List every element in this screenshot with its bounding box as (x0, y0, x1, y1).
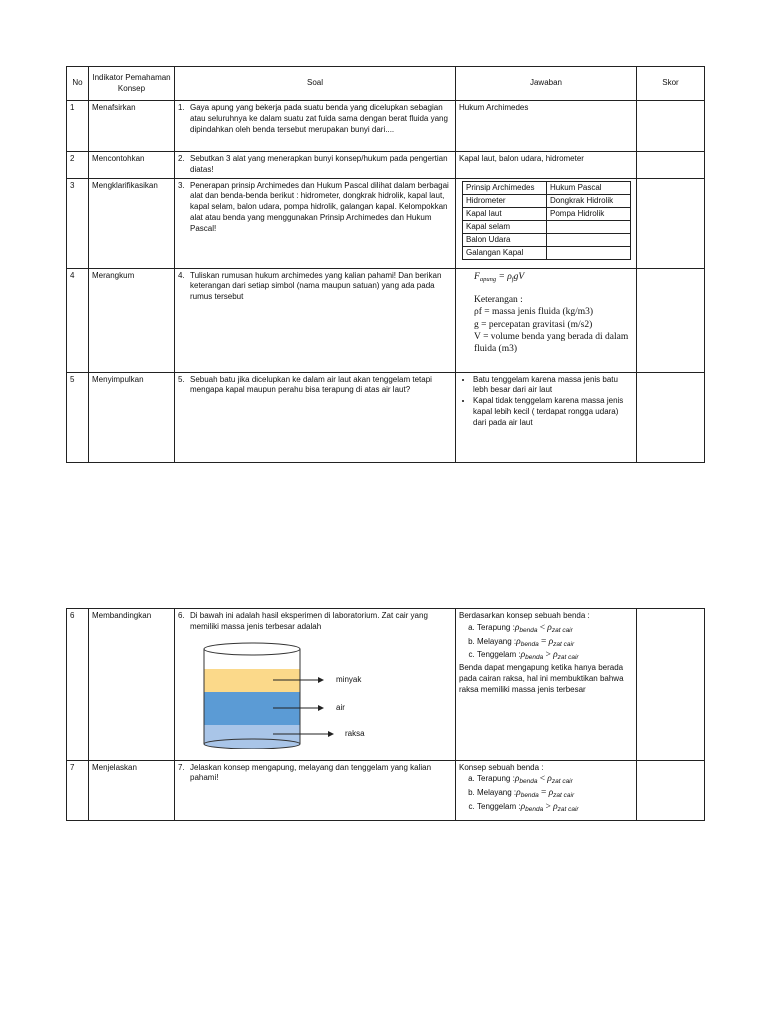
header-indikator: Indikator Pemahaman Konsep (89, 67, 175, 101)
inner-cell (547, 246, 631, 259)
list-item: c. Tenggelam $:\rho_{benda} > \rho_{zat cair}$ (477, 801, 633, 815)
soal-number: 2. (178, 154, 185, 163)
soal-number: 4. (178, 270, 185, 280)
table-row (67, 178, 705, 268)
row-indikator: Mencontohkan (89, 152, 175, 179)
soal-number: 7. (178, 762, 185, 772)
inner-cell: Pompa Hidrolik (547, 207, 631, 220)
skor-cell (637, 152, 705, 179)
header-no: No (67, 67, 89, 101)
soal-text: Sebuah batu jika dicelupkan ke dalam air laut akan tenggelam tetapi mengapa kapal maupun perahu bisa terapung di atas air laut? (190, 374, 432, 395)
jawaban-text: Hukum Archimedes (456, 101, 637, 152)
table-row (67, 609, 705, 761)
answer-bullets (459, 375, 633, 429)
row-indikator: Membandingkan (89, 609, 175, 761)
list-item: b. Melayang $:\rho_{benda} = \rho_{zat cair}$ (477, 636, 633, 650)
keterangan-label: Keterangan : (474, 295, 523, 306)
soal-number: 3. (178, 180, 185, 190)
skor-cell (637, 178, 705, 268)
inner-cell: Kapal laut (463, 207, 547, 220)
row-indikator: Menafsirkan (89, 101, 175, 152)
soal-text: Penerapan prinsip Archimedes dan Hukum Pascal dilihat dalam berbagai alat dan benda-benda berikut : hidrometer, dongkrak hidrolik, kapal laut, kapal selam, balon udara, pompa hidrolik, galangan kapal. Kelompokkan alat atau benda yang menggunakan Prinsip Archimedes dan Hukum Pascal! (190, 180, 449, 233)
label-minyak: minyak (336, 674, 362, 684)
row-no: 6 (67, 609, 89, 761)
skor-cell (637, 760, 705, 820)
row-no: 7 (67, 760, 89, 820)
soal-text: Sebutkan 3 alat yang menerapkan bunyi konsep/hukum pada pengertian diatas! (190, 154, 448, 174)
list-item: • Kapal tidak tenggelam karena massa jenis kapal lebih kecil ( terdapat rongga udara) dari pada air laut (473, 396, 633, 428)
header-soal: Soal (175, 67, 456, 101)
soal-number: 5. (178, 374, 185, 384)
table-row (67, 372, 705, 462)
keterangan-line: V = volume benda yang berada di dalam fluida (m3) (474, 332, 629, 355)
row-no: 4 (67, 268, 89, 372)
inner-header-archimedes: Prinsip Archimedes (463, 181, 547, 194)
jawaban-text: Kapal laut, balon udara, hidrometer (456, 152, 637, 179)
list-item: a. Terapung $:\rho_{benda} < \rho_{zat cair}$ (477, 773, 633, 787)
inner-cell: Dongkrak Hidrolik (547, 194, 631, 207)
keterangan-line: ρf = massa jenis fluida (kg/m3) (474, 307, 594, 318)
soal-text: Gaya apung yang bekerja pada suatu benda yang dicelupkan sebagian atau seluruhnya ke dalam suatu zat fuida sama dengan berat fluida yang dipindahkan oleh benda tersebut merupakan bunyi dari.... (190, 103, 448, 134)
concept-list (459, 773, 633, 814)
header-skor: Skor (637, 67, 705, 101)
inner-header-pascal: Hukum Pascal (547, 181, 631, 194)
classification-table (462, 181, 631, 260)
liquid-layers-diagram (178, 633, 408, 758)
assessment-table-2 (66, 608, 705, 821)
soal-number: 6. (178, 611, 185, 620)
keterangan-line: g = percepatan gravitasi (m/s2) (474, 319, 593, 330)
skor-cell (637, 372, 705, 462)
inner-cell (547, 233, 631, 246)
list-item: b. Melayang $:\rho_{benda} = \rho_{zat cair}$ (477, 787, 633, 801)
inner-cell: Galangan Kapal (463, 246, 547, 259)
row-no: 2 (67, 152, 89, 179)
label-raksa: raksa (345, 728, 365, 738)
soal-text: Di bawah ini adalah hasil eksperimen di laboratorium. Zat cair yang memiliki massa jenis terbesar adalah (190, 611, 428, 631)
list-item: c. Tenggelam $:\rho_{benda} > \rho_{zat cair}$ (477, 649, 633, 663)
beaker-bottom (204, 739, 300, 749)
skor-cell (637, 609, 705, 761)
row-indikator: Menyimpulkan (89, 372, 175, 462)
inner-cell: Kapal selam (463, 220, 547, 233)
inner-cell (547, 220, 631, 233)
row-indikator: Menjelaskan (89, 760, 175, 820)
jawaban-intro: Konsep sebuah benda : (459, 762, 544, 772)
row-indikator: Merangkum (89, 268, 175, 372)
conclusion-text: Benda dapat mengapung ketika hanya berada pada cairan raksa, hal ini membuktikan bahwa raksa memiliki massa jenis terbesar (459, 663, 624, 694)
list-item: • Batu tenggelam karena massa jenis batu lebh besar dari air laut (473, 375, 633, 397)
row-no: 5 (67, 372, 89, 462)
jawaban-intro: Berdasarkan konsep sebuah benda : (459, 611, 590, 620)
label-air: air (336, 702, 345, 712)
header-row (67, 67, 705, 101)
inner-cell: Balon Udara (463, 233, 547, 246)
table-row (67, 268, 705, 372)
row-no: 3 (67, 178, 89, 268)
soal-text: Tuliskan rumusan hukum archimedes yang kalian pahami! Dan berikan keterangan dari setiap simbol (nama maupun satuan) yang ada pada rumus tersebut (190, 270, 442, 302)
soal-number: 1. (178, 103, 185, 112)
list-item: a. Terapung $:\rho_{benda} < \rho_{zat cair}$ (477, 622, 633, 636)
header-jawaban: Jawaban (456, 67, 637, 101)
assessment-table-1 (66, 66, 705, 463)
beaker-svg (178, 637, 408, 749)
table-row (67, 760, 705, 820)
soal-text: Jelaskan konsep mengapung, melayang dan tenggelam yang kalian pahami! (190, 762, 432, 783)
concept-list (459, 622, 633, 663)
inner-cell: Hidrometer (463, 194, 547, 207)
beaker-rim (204, 643, 300, 655)
skor-cell (637, 101, 705, 152)
formula: $F_{apung} = \rho_fgV$ (474, 271, 525, 283)
row-no: 1 (67, 101, 89, 152)
skor-cell (637, 268, 705, 372)
table-row (67, 152, 705, 179)
row-indikator: Mengklarifikasikan (89, 178, 175, 268)
table-row (67, 101, 705, 152)
